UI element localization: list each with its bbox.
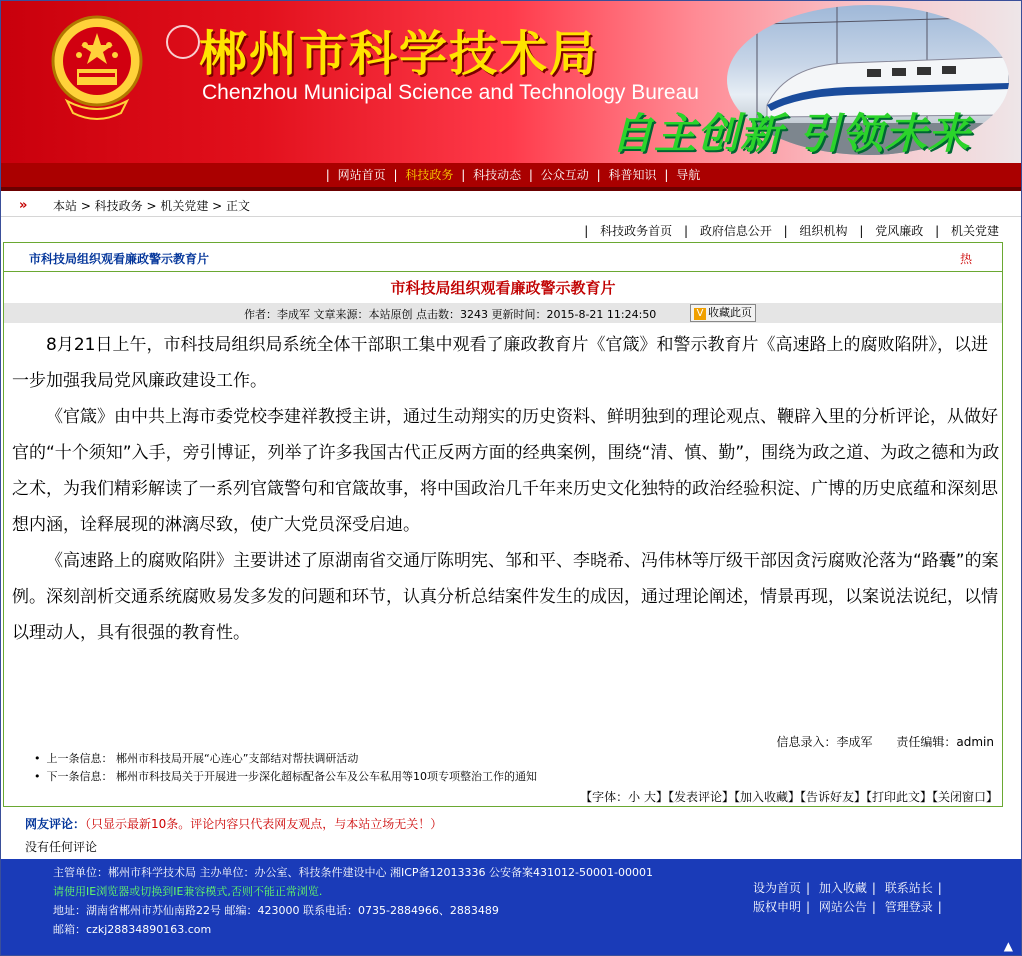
decorative-swirl-icon [166, 25, 200, 59]
breadcrumb-path[interactable]: 本站 > 科技政务 > 机关党建 > 正文 [53, 199, 251, 213]
footer-browser-note: 请使用IE浏览器或切换到IE兼容模式,否则不能正常浏览. [53, 885, 323, 898]
article-paragraph: 8月21日上午，市科技局组织局系统全体干部职工集中观看了廉政教育片《官箴》和警示教育片《高速路上的腐败陷阱》，以进一步加强我局党风廉政建设工作。 [12, 335, 988, 391]
footer-copyright[interactable]: 版权申明 [753, 900, 802, 914]
editor: 责任编辑：admin [896, 735, 994, 749]
article-title: 市科技局组织观看廉政警示教育片 [390, 279, 616, 297]
breadcrumb [1, 196, 1021, 217]
entry-by: 信息录入：李成军 [776, 735, 873, 749]
article-meta-text: 作者：李成军 文章来源：本站原创 点击数：3243 更新时间：2015-8-21 11:24:50 [244, 308, 657, 321]
article-body [12, 327, 1000, 651]
slogan: 自主创新 引领未来 [611, 109, 971, 158]
site-subtitle: Chenzhou Municipal Science and Technology Bureau [202, 81, 699, 104]
no-comments-text: 没有任何评论 [25, 840, 98, 854]
subnav-organization[interactable]: 组织机构 [799, 224, 848, 238]
footer-address: 地址：湖南省郴州市苏仙南路22号 邮编：423000 联系电话：0735-2884966、2883489 [53, 904, 499, 917]
bookmark-icon: V [694, 308, 706, 320]
article-credits [757, 733, 994, 750]
next-link[interactable]: 下一条信息： 郴州市科技局关于开展进一步深化超标配备公车及公车私用等10项专项整治工作的通知 [46, 770, 537, 783]
bullet-icon: • [34, 770, 41, 783]
footer-admin-login[interactable]: 管理登录 [884, 900, 933, 914]
scroll-top-icon[interactable]: ▲ [1003, 939, 1013, 953]
main-nav: | 网站首页 | 科技政务 | 科技动态 | 公众互动 | 科普知识 | 导航 [1, 163, 1021, 191]
article-paragraph: 《官箴》由中共上海市委党校李建祥教授主讲，通过生动翔实的历史资料、鲜明独到的理论观点、鞭辟入里的分析评论，从做好官的“十个须知”入手，旁引博证，列举了许多我国古代正反两方面的经典案例，围绕“清、慎、勤”，围绕为政之道、为政之德和为政之术，为我们精彩解读了一系列官箴警句和官箴故事，将中国政治几千年来历史文化独特的政治经验积淀、广博的历史底蕴和深刻思想内涵，诠释展现的淋漓尽致，使广大党员深受启迪。 [12, 407, 1000, 535]
sub-nav: | 科技政务首页 | 政府信息公开 | 组织机构 | 党风廉政 | 机关党建 [584, 224, 999, 238]
prev-item[interactable] [34, 750, 537, 768]
nav-news[interactable]: 科技动态 [473, 168, 522, 182]
article-box [3, 242, 1003, 807]
double-arrow-icon: » [19, 198, 28, 213]
header-banner [1, 1, 1021, 163]
footer: 主管单位：郴州市科学技术局 主办单位：办公室、科技条件建设中心 湘ICP备12013336 公安备案431012-50001-00001 请使用IE浏览器或切换到IE兼容模式,否则不能正常浏览. 地址：湖南省郴州市苏仙南路22号 邮编：423000 联系电话：0735-2884966、2883489 邮箱：czkj28834890163.com 设为首页 | 加入收藏 | 联系站长 | 版权申明 | 网站公告 | 管理登录 | ▲ [1, 859, 1021, 955]
article-paragraph: 《高速路上的腐败陷阱》主要讲述了原湖南省交通厅陈明宪、邹和平、李晓希、冯伟林等厅级干部因贪污腐败沦落为“路囊”的案例。深刻剖析交通系统腐败易发多发的问题和环节，认真分析总结案件发生的成因，通过理论阐述，情景再现，以案说法说纪，以情以理动人，具有很强的教育性。 [12, 551, 999, 643]
comments-note: （只显示最新10条。评论内容只代表网友观点，与本站立场无关！） [85, 817, 443, 831]
nav-home[interactable]: 网站首页 [337, 168, 386, 182]
article-meta [4, 303, 1002, 323]
subnav-info-public[interactable]: 政府信息公开 [699, 224, 772, 238]
subnav-gov-home[interactable]: 科技政务首页 [600, 224, 673, 238]
footer-announcement[interactable]: 网站公告 [818, 900, 867, 914]
article-tools[interactable]: 【字体：小 大】【发表评论】【加入收藏】【告诉好友】【打印此文】【关闭窗口】 [580, 790, 998, 804]
prev-link[interactable]: 上一条信息： 郴州市科技局开展“心连心”支部结对帮扶调研活动 [46, 752, 359, 765]
next-item[interactable] [34, 768, 537, 786]
prev-next-links [34, 750, 537, 786]
article-box-title: 市科技局组织观看廉政警示教育片 [29, 252, 210, 266]
bullet-icon: • [34, 752, 41, 765]
footer-add-favorite[interactable]: 加入收藏 [818, 881, 867, 895]
national-emblem-icon [49, 9, 145, 125]
subnav-party-building[interactable]: 机关党建 [950, 224, 999, 238]
footer-sponsor: 主管单位：郴州市科学技术局 主办单位：办公室、科技条件建设中心 湘ICP备12013336 公安备案431012-50001-00001 [53, 866, 653, 879]
nav-popular-science[interactable]: 科普知识 [608, 168, 657, 182]
site-title: 郴州市科学技术局 [199, 26, 600, 82]
comments-section [25, 815, 442, 855]
comments-label: 网友评论： [25, 817, 86, 831]
article-box-header [4, 243, 1002, 272]
subnav-integrity[interactable]: 党风廉政 [875, 224, 924, 238]
hot-badge: 热 [959, 252, 972, 266]
footer-email: 邮箱：czkj28834890163.com [53, 923, 212, 936]
footer-set-home[interactable]: 设为首页 [753, 881, 802, 895]
nav-gov-affairs[interactable]: 科技政务 [405, 168, 454, 182]
bookmark-label: 收藏此页 [708, 306, 752, 319]
bookmark-button[interactable] [690, 304, 756, 322]
nav-navigation[interactable]: 导航 [676, 168, 701, 182]
footer-contact-admin[interactable]: 联系站长 [884, 881, 933, 895]
nav-interaction[interactable]: 公众互动 [540, 168, 589, 182]
